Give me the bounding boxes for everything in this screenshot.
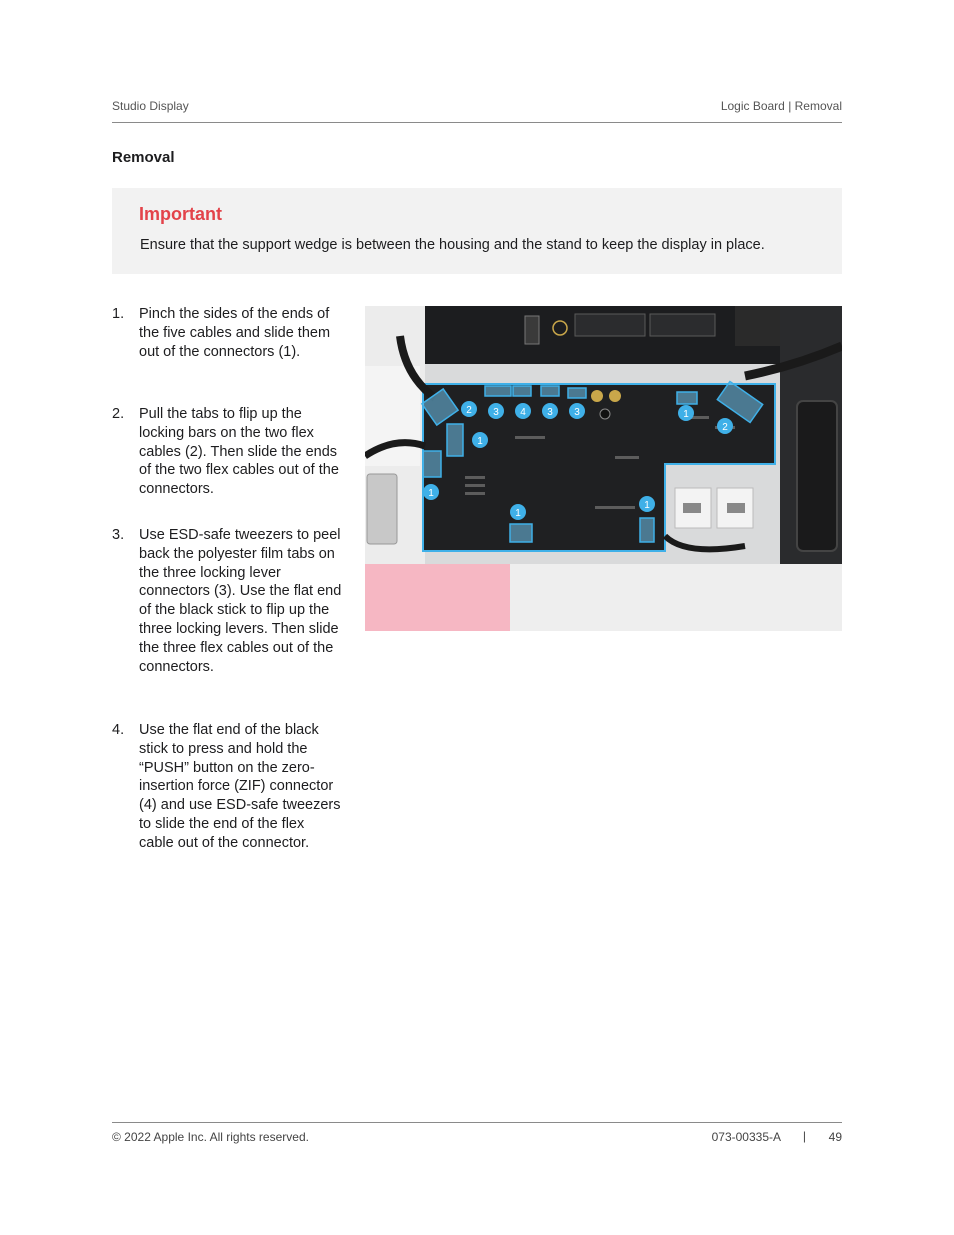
logic-board-illustration [365,306,842,631]
logic-board-photo [365,306,842,631]
page-footer [112,1122,842,1146]
step-number: 2. [112,406,125,422]
footer-copyright: © 2022 Apple Inc. All rights reserved. [112,1130,309,1144]
callout-label: 4 [520,407,526,418]
header-product: Studio Display [112,99,189,113]
step-text: Use the flat end of the black stick to press and hold the “PUSH” button on the zero-insertion force (ZIF) connector (4) and use ESD-safe tweezers to slide the end of the flex cable out of the connector. [139,722,341,851]
callout-label: 3 [493,407,499,418]
step-item [112,526,342,676]
callout-label: 2 [722,422,728,433]
footer-page-number: 49 [828,1130,842,1144]
step-text: Pinch the sides of the ends of the five cables and slide them out of the connectors (1). [139,306,331,360]
callout-label: 2 [466,405,472,416]
important-body: Ensure that the support wedge is between the housing and the stand to keep the display in place. [140,237,765,253]
callout-label: 1 [428,488,434,499]
section-title: Removal [112,149,175,166]
step-number: 3. [112,527,125,543]
page-header [112,99,842,123]
callout-label: 1 [683,409,689,420]
step-item [112,405,342,499]
footer-doc-number: 073-00335-A [711,1130,781,1144]
header-section: Logic Board | Removal [720,99,842,113]
callout-label: 1 [644,500,650,511]
step-item [112,305,342,361]
important-title: Important [139,204,222,224]
callout-label: 1 [477,436,483,447]
callout-label: 3 [574,407,580,418]
callout-label: 1 [515,508,521,519]
step-text: Pull the tabs to flip up the locking bars on the two flex cables (2). Then slide the ends of the two flex cables out of the connectors. [139,406,339,498]
step-text: Use ESD-safe tweezers to peel back the polyester film tabs on the three locking lever connectors (3). Use the flat end of the black stick to flip up the three locking levers. Then slide the three flex cables out of the connectors. [139,527,342,675]
important-callout [112,188,842,274]
step-number: 4. [112,722,125,738]
step-number: 1. [112,306,125,322]
footer-separator: | [802,1129,806,1143]
callout-label: 3 [547,407,553,418]
step-item [112,721,342,853]
